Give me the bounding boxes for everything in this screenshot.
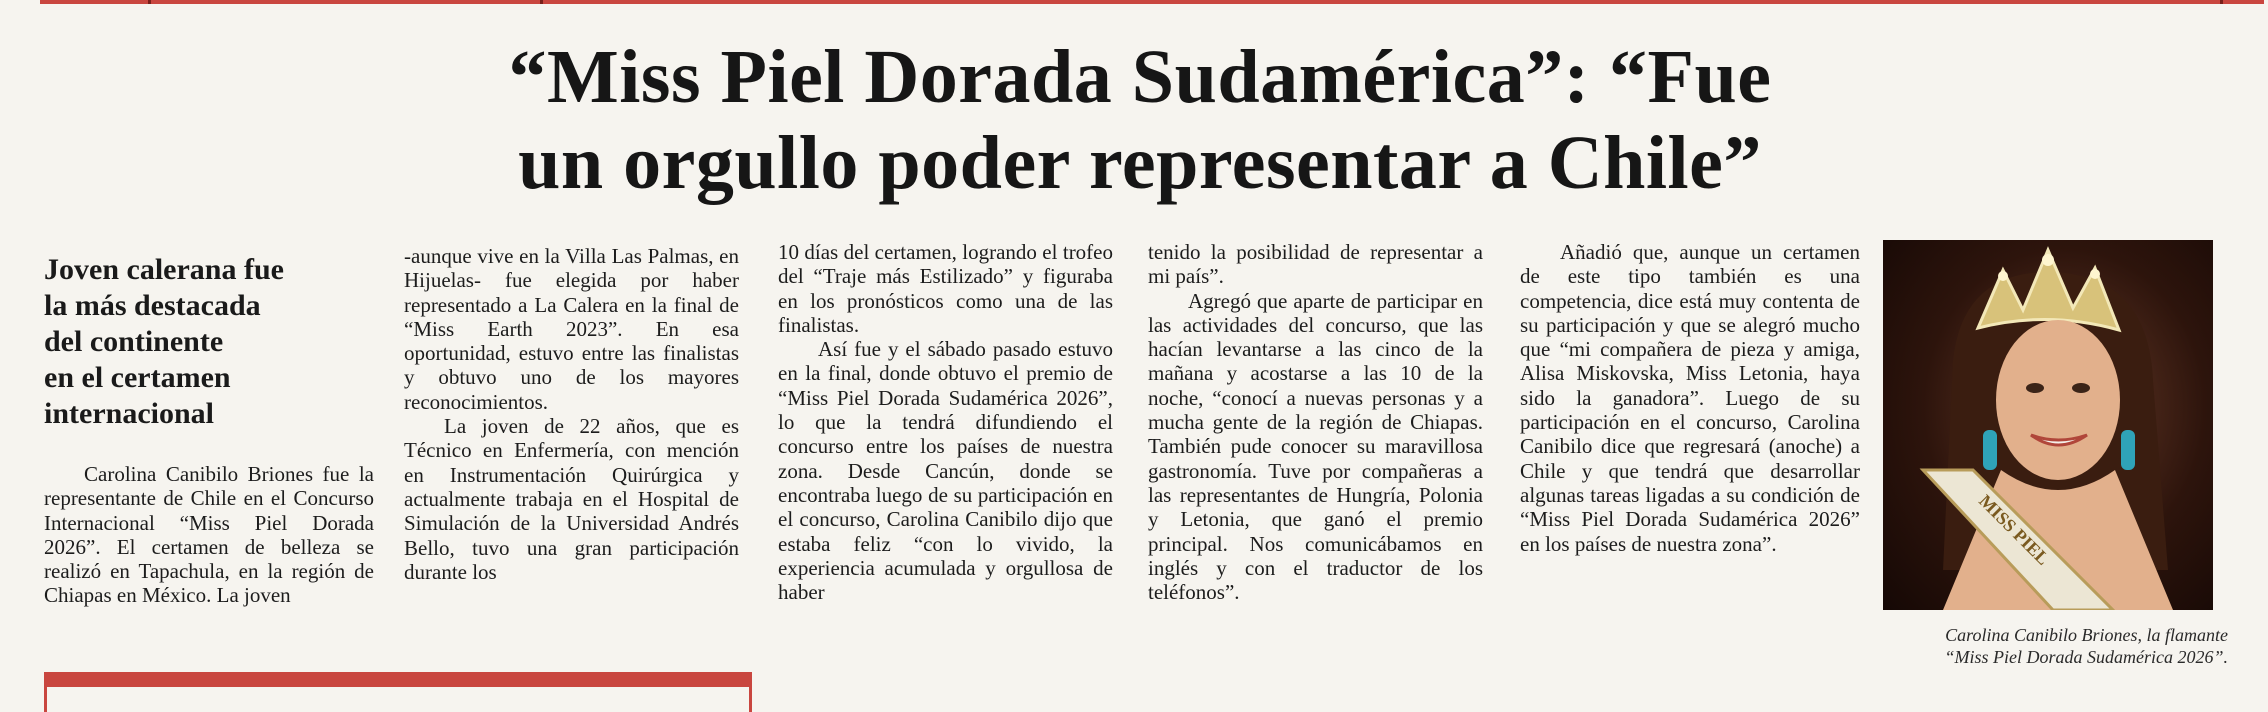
article-photo	[1883, 240, 2213, 610]
crown-icon	[1978, 250, 2119, 330]
subheading-line: la más destacada	[44, 289, 261, 322]
headline-line-2: un orgullo poder representar a Chile”	[518, 121, 1762, 205]
body-paragraph: Agregó que aparte de participar en las actividades del concurso, que las hacían levantarse a las cinco de la mañana y acostarse a las 10 de la noche, “conocí a nuevas personas y a mucha gente de la región de Chiapas. También pude conocer su maravillosa gastronomía. Tuve por compañeras a las representantes de Hungría, Polonia y Letonia, que ganó el premio principal. Nos comunicábamos en inglés y con el traductor de los teléfonos”.	[1148, 288, 1483, 605]
box-red-band	[47, 675, 749, 687]
subheading-line: Joven calerana fue	[44, 253, 284, 286]
caption-line: Carolina Canibilo Briones, la flamante	[1945, 625, 2228, 645]
subheading-line: en el certamen	[44, 361, 231, 394]
article-subheading	[44, 252, 374, 432]
subheading-line: del continente	[44, 325, 224, 358]
body-paragraph: La joven de 22 años, que es Técnico en Enfermería, con mención en Instrumentación Quirúrgica y actualmente trabaja en el Hospital de Simulación de la Universidad Andrés Bello, tuvo una gran participación durante los	[404, 414, 739, 584]
body-paragraph: tenido la posibilidad de representar a mi país”.	[1148, 240, 1483, 289]
subheading-line: internacional	[44, 397, 214, 430]
top-red-rule	[40, 0, 2264, 4]
body-paragraph: Así fue y el sábado pasado estuvo en la final, donde obtuvo el premio de “Miss Piel Dorada Sudamérica 2026”, lo que la tendrá difundiendo el concurso entre los países de nuestra zona. Desde Cancún, donde se encontraba luego de su participación en el concurso, Carolina Canibilo dijo que estaba feliz “con lo vivido, la experiencia acumulada y orgullosa de haber	[778, 337, 1113, 605]
sash-text: MISS PIEL	[1975, 490, 2054, 569]
caption-line: “Miss Piel Dorada Sudamérica 2026”.	[1944, 647, 2228, 667]
adjacent-box-frame	[44, 672, 752, 712]
next-article-headline-fragment	[930, 684, 1930, 708]
text-column-4	[1148, 240, 1483, 604]
rule-tick	[2220, 0, 2223, 4]
body-paragraph: 10 días del certamen, logrando el trofeo del “Traje más Estilizado” y figuraba en los pronósticos como una de las finalistas.	[778, 240, 1113, 337]
rule-tick	[540, 0, 543, 4]
text-column-1	[44, 462, 374, 608]
body-paragraph: Carolina Canibilo Briones fue la representante de Chile en el Concurso Internacional “Miss Piel Dorada 2026”. El certamen de belleza se realizó en Tapachula, en la región de Chiapas en México. La joven	[44, 462, 374, 608]
article-headline	[350, 34, 1930, 206]
rule-tick	[148, 0, 151, 4]
photo-caption	[1883, 624, 2228, 668]
body-paragraph: Añadió que, aunque un certamen de este tipo también es una competencia, dice está muy contenta de su participación y que se alegró mucho que “mi compañera de pieza y amiga, Alisa Miskovska, Miss Letonia, haya sido la ganadora”. Luego de su participación en el concurso, Carolina Canibilo dice que regresará (anoche) a Chile y que tendrá que desarrollar algunas tareas ligadas a su condición de “Miss Piel Dorada Sudamérica 2026” en los países de nuestra zona”.	[1520, 240, 1860, 556]
headline-line-1: “Miss Piel Dorada Sudamérica”: “Fue	[508, 35, 1772, 119]
body-paragraph: -aunque vive en la Villa Las Palmas, en Hijuelas- fue elegida por haber representado a La Calera en la final de “Miss Earth 2023”. En esa oportunidad, estuvo entre las finalistas y obtuvo uno de los mayores reconocimientos.	[404, 244, 739, 414]
portrait-illustration	[1883, 240, 2213, 610]
face-shape	[1996, 320, 2120, 480]
text-column-2	[404, 244, 739, 584]
text-column-5	[1520, 240, 1860, 556]
text-column-3	[778, 240, 1113, 604]
